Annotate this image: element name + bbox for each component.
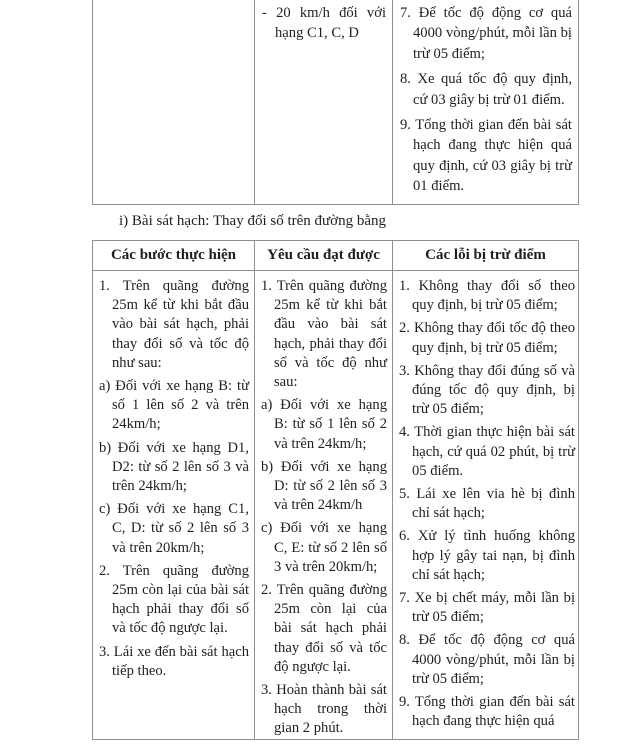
penalty-item: 7. Để tốc độ động cơ quá 4000 vòng/phút, mỗi lần bị trừ 05 điểm;: [400, 5, 572, 62]
requirement-item: 3. Hoàn thành bài sát hạch trong thời gian 2 phút.: [261, 682, 387, 737]
penalty-item: 2. Không thay đổi tốc độ theo quy định, bị trừ 05 điểm;: [399, 320, 575, 356]
carryover-penalties-cell: [393, 0, 579, 204]
exam-table-body-row: [93, 271, 579, 739]
requirements-cell: [255, 271, 393, 739]
header-steps: Các bước thực hiện: [93, 241, 255, 270]
steps-cell: [93, 271, 255, 739]
penalty-item: 1. Không thay đổi số theo quy định, bị trừ 05 điểm;: [399, 278, 575, 314]
requirement-item: b) Đối với xe hạng D: từ số 2 lên số 3 và trên 24km/h: [261, 458, 387, 514]
carryover-penalties-list: [400, 3, 572, 197]
exam-table-header-row: [93, 241, 579, 271]
carryover-table: [92, 0, 579, 205]
exam-table: [92, 240, 579, 740]
penalty-item: 3. Không thay đổi đúng số và đúng tốc độ quy định, bị trừ 05 điểm;: [399, 362, 575, 418]
requirement-item: - 20 km/h đối với hạng C1, C, D: [262, 5, 386, 42]
penalty-item: 8. Để tốc độ động cơ quá 4000 vòng/phút, mỗi lần bị trừ 05 điểm;: [399, 632, 575, 687]
penalty-item: 8. Xe quá tốc độ quy định, cứ 03 giây bị trừ 01 điểm.: [400, 71, 572, 108]
requirements-list: [261, 277, 387, 739]
step-item: b) Đối với xe hạng D1, D2: từ số 2 lên số 3 và trên 24km/h;: [99, 439, 249, 495]
penalty-item: 9. Tổng thời gian đến bài sát hạch đang thực hiện quá: [399, 694, 575, 730]
carryover-steps-cell: [93, 0, 255, 204]
penalty-item: 4. Thời gian thực hiện bài sát hạch, cứ quá 02 phút, bị trừ 05 điểm.: [399, 424, 575, 479]
section-heading: i) Bài sát hạch: Thay đổi số trên đường bằng: [119, 213, 386, 229]
step-item: a) Đối với xe hạng B: từ số 1 lên số 2 và trên 24km/h;: [99, 378, 249, 433]
requirement-item: a) Đối với xe hạng B: từ số 1 lên số 2 và trên 24km/h;: [261, 397, 387, 452]
penalty-item: 7. Xe bị chết máy, mỗi lần bị trừ 05 điểm;: [399, 590, 575, 626]
requirement-item: c) Đối với xe hạng C, E: từ số 2 lên số 3 và trên 20km/h;: [261, 520, 387, 575]
penalties-list: [399, 277, 575, 731]
step-item: 3. Lái xe đến bài sát hạch tiếp theo.: [99, 643, 249, 679]
step-item: 2. Trên quãng đường 25m còn lại của bài sát hạch phải thay đổi số và tốc độ ngược lại.: [99, 562, 249, 637]
requirement-item: 2. Trên quãng đường 25m còn lại của bài sát hạch phải thay đổi số và tốc độ ngược lại.: [261, 582, 387, 675]
step-item: c) Đối với xe hạng C1, C, D: từ số 2 lên số 3 và trên 20km/h;: [99, 501, 249, 556]
step-item: 1. Trên quãng đường 25m kể từ khi bắt đầu vào bài sát hạch, phải thay đổi số và tốc độ như sau:: [99, 278, 249, 371]
header-requirements: Yêu cầu đạt được: [255, 241, 393, 270]
requirement-item: 1. Trên quãng đường 25m kể từ khi bắt đầu vào bài sát hạch, phải thay đổi số và tốc độ như sau:: [261, 278, 387, 391]
header-penalties: Các lỗi bị trừ điểm: [393, 241, 579, 270]
steps-list: [99, 277, 249, 681]
penalty-item: 6. Xử lý tình huống không hợp lý gây tai nạn, bị đình chỉ sát hạch;: [399, 528, 575, 583]
carryover-requirements-list: [262, 3, 386, 44]
penalties-cell: [393, 271, 579, 739]
penalty-item: 5. Lái xe lên via hè bị đình chỉ sát hạch;: [399, 486, 575, 522]
penalty-item: 9. Tổng thời gian đến bài sát hạch đang thực hiện quá quy định, cứ 03 giây bị trừ 01 điểm.: [400, 117, 572, 195]
carryover-requirements-cell: [255, 0, 393, 204]
